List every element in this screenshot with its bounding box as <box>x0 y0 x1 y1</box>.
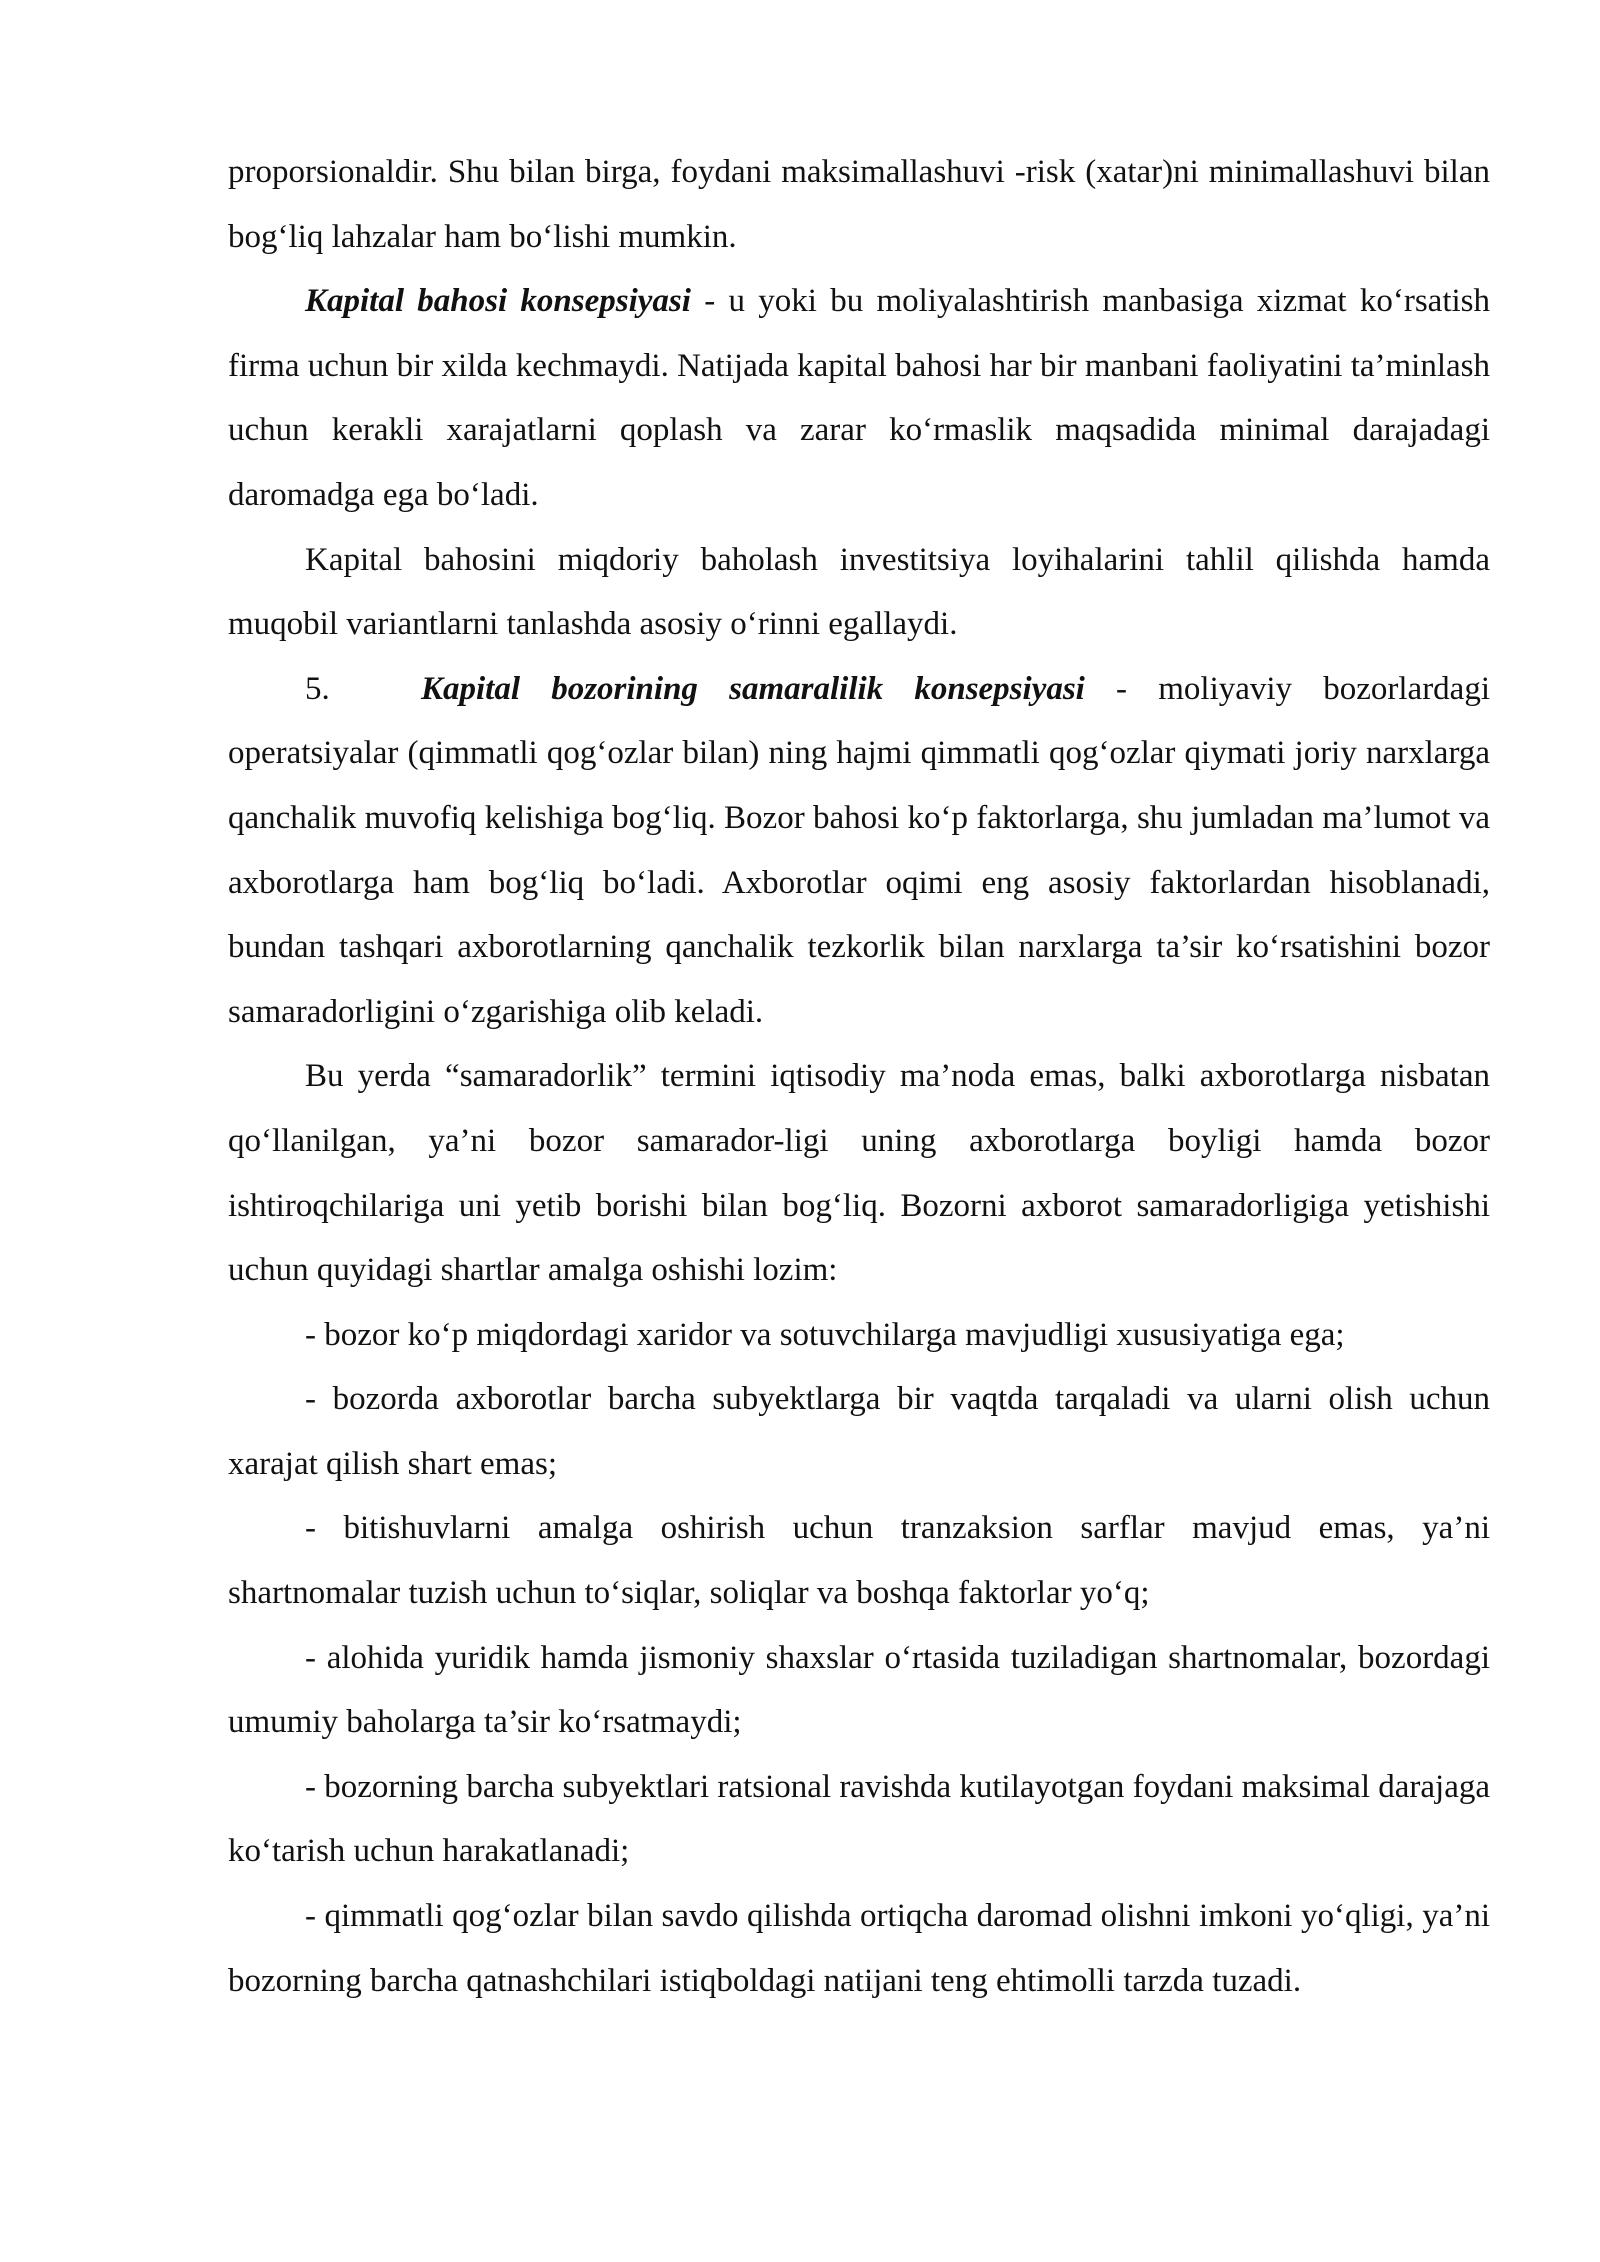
list-item <box>228 1303 1490 1368</box>
list-item-text: - bozorda axborotlar barcha subyektlarga bir vaqtda tarqaladi va ularni olish uchun xarajat qilish shart emas; <box>228 1381 1490 1482</box>
paragraph-text: - u yoki bu moliyalashtirish manbasiga xizmat ko‘rsatish firma uchun bir xilda kechmaydi. Natijada kapital bahosi har bir manbani faoliyatini ta’minlash uchun kerakli xarajatlarni qoplash va zarar ko‘rmaslik maqsadida minimal darajadagi daromadga ega bo‘ladi. <box>228 283 1490 513</box>
term-capital-cost-concept: Kapital bahosi konsepsiyasi <box>305 283 691 320</box>
document-page <box>228 140 1490 2013</box>
paragraph-continuation <box>228 140 1490 269</box>
list-item <box>228 1755 1490 1884</box>
term-market-efficiency-concept: Kapital bozorining samaralilik konsepsiyasi <box>421 670 1085 707</box>
list-item-text: - bozor ko‘p miqdordagi xaridor va sotuvchilarga mavjudligi xususiyatiga ega; <box>305 1316 1345 1353</box>
list-item <box>228 1626 1490 1755</box>
paragraph-capital-cost-evaluation <box>228 528 1490 657</box>
paragraph-text: proporsionaldir. Shu bilan birga, foydani maksimallashuvi -risk (xatar)ni minimallashuvi bilan bog‘liq lahzalar ham bo‘lishi mumkin. <box>228 154 1490 255</box>
paragraph-text: - moliyaviy bozorlardagi operatsiyalar (qimmatli qog‘ozlar bilan) ning hajmi qimmatli qog‘ozlar qiymati joriy narxlarga qanchalik muvofiq kelishiga bog‘liq. Bozor bahosi ko‘p faktorlarga, shu jumladan ma’lumot va axborotlarga ham bog‘liq bo‘ladi. Axborotlar oqimi eng asosiy faktorlardan hisoblanadi, bundan tashqari axborotlarning qanchalik tezkorlik bilan narxlarga ta’sir ko‘rsatishini bozor samaradorligini o‘zgarishiga olib keladi. <box>228 670 1490 1030</box>
paragraph-capital-cost-concept <box>228 269 1490 527</box>
paragraph-efficiency-term <box>228 1044 1490 1302</box>
paragraph-text: Bu yerda “samaradorlik” termini iqtisodiy ma’noda emas, balki axborotlarga nisbatan qo‘llanilgan, ya’ni bozor samarador-ligi uning axborotlarga boyligi hamda bozor ishtiroqchilariga uni yetib borishi bilan bog‘liq. Bozorni axborot samaradorligiga yetishishi uchun quyidagi shartlar amalga oshishi lozim: <box>228 1058 1490 1289</box>
paragraph-market-efficiency-concept <box>228 657 1490 1045</box>
list-item-text: - bitishuvlarni amalga oshirish uchun tranzaksion sarflar mavjud emas, ya’ni shartnomalar tuzish uchun to‘siqlar, soliqlar va boshqa faktorlar yo‘q; <box>228 1510 1490 1612</box>
section-number: 5. <box>305 670 330 707</box>
list-item <box>228 1496 1490 1625</box>
list-item-text: - bozorning barcha subyektlari ratsional ravishda kutilayotgan foydani maksimal darajaga ko‘tarish uchun harakatlanadi; <box>228 1768 1490 1870</box>
list-item-text: - qimmatli qog‘ozlar bilan savdo qilishda ortiqcha daromad olishni imkoni yo‘qligi, ya’ni bozorning barcha qatnashchilari istiqboldagi natijani teng ehtimolli tarzda tuzadi. <box>228 1898 1490 1999</box>
list-item <box>228 1367 1490 1496</box>
list-item-text: - alohida yuridik hamda jismoniy shaxslar o‘rtasida tuziladigan shartnomalar, bozordagi umumiy baholarga ta’sir ko‘rsatmaydi; <box>228 1639 1490 1741</box>
list-item <box>228 1884 1490 2013</box>
paragraph-text: Kapital bahosini miqdoriy baholash investitsiya loyihalarini tahlil qilishda hamda muqobil variantlarni tanlashda asosiy o‘rinni egallaydi. <box>228 541 1490 643</box>
